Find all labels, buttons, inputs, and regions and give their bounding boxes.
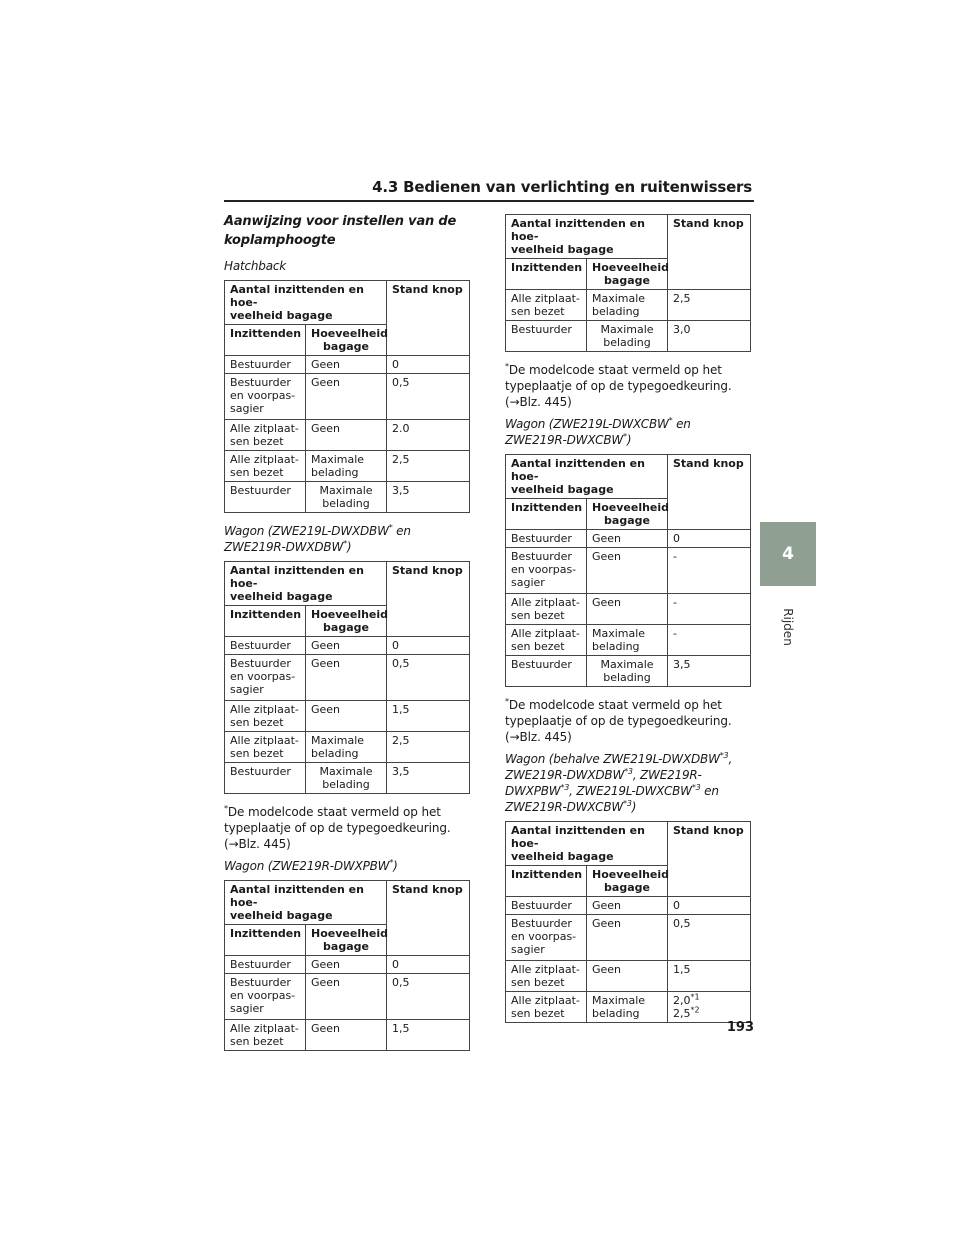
table-row: Bestuurder en voorpas- sagier Geen 0,5 [225,974,470,1020]
caption-wagon-dwxpbw: Wagon (ZWE219R-DWXPBW*) [224,858,398,873]
header-occupants: Inzittenden [506,866,587,897]
table-row: Bestuurder Geen 0 [506,530,751,548]
table-row: Alle zitplaat- sen bezet Maximale belading 2,5 [506,290,751,321]
header-setting: Stand knop [387,281,470,356]
header-group: Aantal inzittenden en hoe- veelheid bagage [225,281,387,325]
table-hatchback [224,280,470,513]
table-row: Bestuurder Geen 0 [225,356,470,374]
table-row: Bestuurder en voorpas- sagier Geen 0,5 [225,655,470,701]
table-row: Alle zitplaat- sen bezet Maximale belading 2,0$^{*1}$ 2,5$^{*2}$ [506,992,751,1023]
table-row: Bestuurder Maximale belading 3,0 [506,321,751,352]
header-luggage: Hoeveelheid bagage [587,259,668,290]
header-occupants: Inzittenden [225,325,306,356]
table-row: Alle zitplaat- sen bezet Maximale belading - [506,625,751,656]
running-header [372,178,754,202]
table-row: Alle zitplaat- sen bezet Maximale belading 2,5 [225,451,470,482]
table-wagon-other [505,821,751,1023]
header-luggage: Hoeveelheid bagage [306,606,387,637]
header-setting: Stand knop [387,881,470,956]
caption-hatchback: Hatchback [224,259,287,273]
footnote-model-code: *De modelcode staat vermeld op het typeplaatje of op de typegoedkeuring. (→Blz. 445) [505,362,732,409]
header-luggage: Hoeveelheid bagage [306,325,387,356]
section-heading: Aanwijzing voor instellen van de koplamphoogte [224,214,457,248]
table-wagon-dwxpbw [224,880,470,1051]
header-setting: Stand knop [668,822,751,897]
table-row: Bestuurder Maximale belading 3,5 [506,656,751,687]
table-row: Alle zitplaat- sen bezet Geen - [506,594,751,625]
header-setting: Stand knop [387,562,470,637]
header-group: Aantal inzittenden en hoe- veelheid bagage [506,215,668,259]
chapter-number: 4 [782,544,794,564]
table-row: Bestuurder Maximale belading 3,5 [225,482,470,513]
table-row: Alle zitplaat- sen bezet Geen 1,5 [225,701,470,732]
header-occupants: Inzittenden [225,606,306,637]
header-luggage: Hoeveelheid bagage [306,925,387,956]
table-row: Bestuurder en voorpas- sagier Geen - [506,548,751,594]
header-group: Aantal inzittenden en hoe- veelheid bagage [225,562,387,606]
table-row: Alle zitplaat- sen bezet Geen 2.0 [225,420,470,451]
table-wagon-dwxpbw-continued [505,214,751,352]
caption-wagon-dwxdbw: Wagon (ZWE219L-DWXDBW* en ZWE219R-DWXDBW*) [224,523,411,554]
right-column [505,214,751,1033]
footnote-model-code: *De modelcode staat vermeld op het typeplaatje of op de typegoedkeuring. (→Blz. 445) [224,804,451,851]
table-row: Bestuurder en voorpas- sagier Geen 0,5 [225,374,470,420]
footnote-model-code: *De modelcode staat vermeld op het typeplaatje of op de typegoedkeuring. (→Blz. 445) [505,697,732,744]
table-row: Bestuurder Geen 0 [506,897,751,915]
table-row: Bestuurder en voorpas- sagier Geen 0,5 [506,915,751,961]
page-number: 193 [726,1020,754,1035]
left-column [224,212,470,1061]
chapter-label: Rijden [781,608,795,646]
table-row: Bestuurder Maximale belading 3,5 [225,763,470,794]
header-rule [224,200,754,202]
table-row: Alle zitplaat- sen bezet Maximale belading 2,5 [225,732,470,763]
section-title: 4.3 Bedienen van verlichting en ruitenwissers [372,178,752,196]
header-group: Aantal inzittenden en hoe- veelheid bagage [506,822,668,866]
header-luggage: Hoeveelheid bagage [587,866,668,897]
caption-wagon-dwxcbw: Wagon (ZWE219L-DWXCBW* en ZWE219R-DWXCBW*) [505,416,691,447]
caption-wagon-other: Wagon (behalve ZWE219L-DWXDBW$^{*3}$, ZWE219R-DWXDBW$^{*3}$, ZWE219R- DWXPBW$^{*3}$, ZWE219L-DWXCBW$^{*3}$ en ZWE219R-DWXCBW$^{*3}$) [505,751,733,814]
table-row: Bestuurder Geen 0 [225,637,470,655]
header-group: Aantal inzittenden en hoe- veelheid bagage [506,455,668,499]
table-row: Bestuurder Geen 0 [225,956,470,974]
header-setting: Stand knop [668,215,751,290]
header-occupants: Inzittenden [506,259,587,290]
header-group: Aantal inzittenden en hoe- veelheid bagage [225,881,387,925]
table-wagon-dwxcbw [505,454,751,687]
table-row: Alle zitplaat- sen bezet Geen 1,5 [225,1020,470,1051]
table-row: Alle zitplaat- sen bezet Geen 1,5 [506,961,751,992]
header-occupants: Inzittenden [225,925,306,956]
header-occupants: Inzittenden [506,499,587,530]
table-wagon-dwxdbw [224,561,470,794]
header-setting: Stand knop [668,455,751,530]
header-luggage: Hoeveelheid bagage [587,499,668,530]
